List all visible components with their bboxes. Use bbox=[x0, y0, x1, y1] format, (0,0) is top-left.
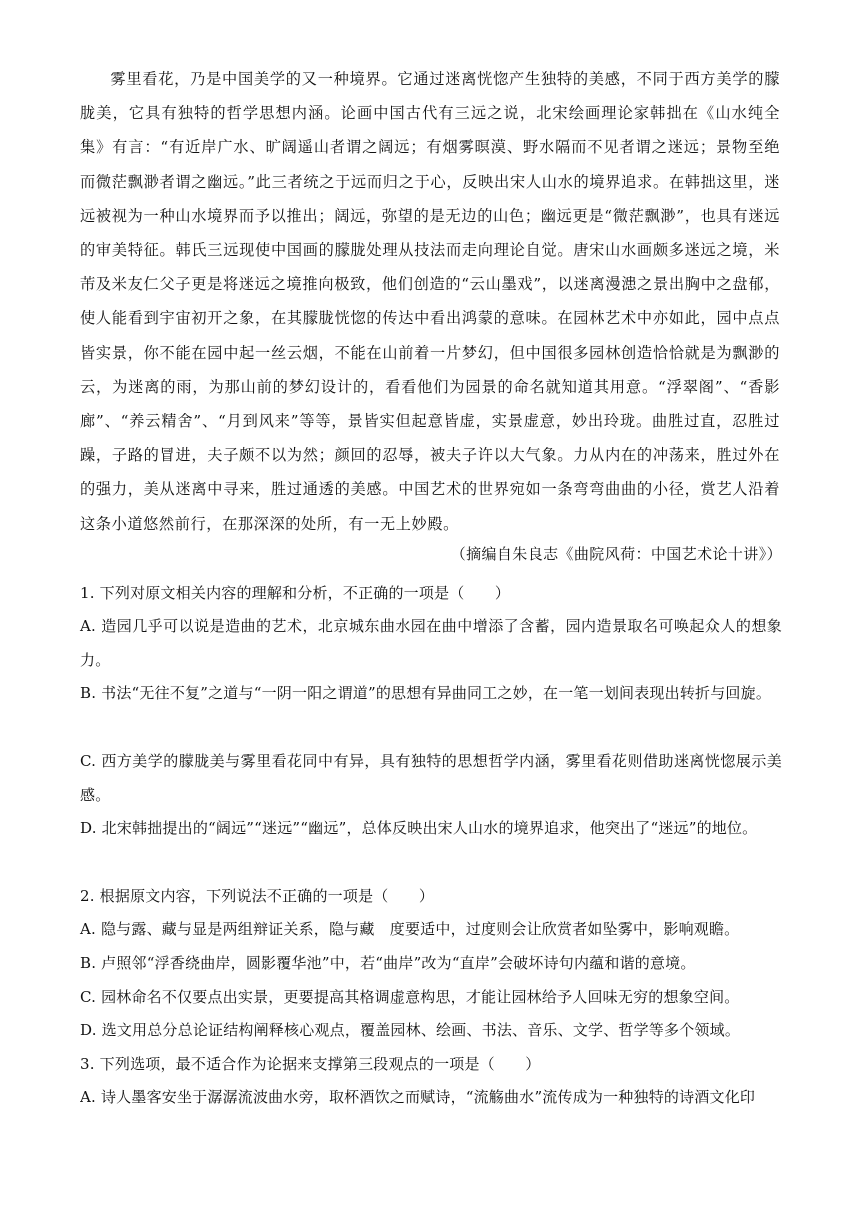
question-2-stem: 2. 根据原文内容，下列说法不正确的一项是（ ） bbox=[80, 887, 435, 905]
question-1-option-b: B. 书法“无往不复”之道与“一阴一阳之谓道”的思想有异曲同工之妙，在一笔一划间表现出转折与回旋。 bbox=[80, 684, 772, 702]
question-1-option-a: A. 造园几乎可以说是造曲的艺术，北京城东曲水园在曲中增添了含蓄，园内造景取名可唤起众人的想象力。 bbox=[80, 617, 782, 669]
question-2-option-b: B. 卢照邻“浮香绕曲岸，圆影覆华池”中，若“曲岸”改为“直岸”会破坏诗句内蕴和谐的意境。 bbox=[80, 954, 696, 972]
passage-paragraph: 雾里看花，乃是中国美学的又一种境界。它通过迷离恍惚产生独特的美感，不同于西方美学的朦胧美，它具有独特的哲学思想内涵。论画中国古代有三远之说，北宋绘画理论家韩拙在《山水纯全集》有言：“有近岸广水、旷阔遥山者谓之阔远；有烟雾暝漠、野水隔而不见者谓之迷远；景物至绝而微茫飘渺者谓之幽远。”此三者统之于远而归之于心，反映出宋人山水的境界追求。在韩拙这里，迷远被视为一种山水境界而予以推出；阔远，弥望的是无边的山色；幽远更是“微茫飘渺”，也具有迷远的审美特征。韩氏三远现使中国画的朦胧处理从技法而走向理论自觉。唐宋山水画颇多迷远之境，米芾及米友仁父子更是将迷远之境推向极致，他们创造的“云山墨戏”，以迷离漫漶之景出胸中之盘郁，使人能看到宇宙初开之象，在其朦胧恍惚的传达中看出鸿蒙的意味。在园林艺术中亦如此，园中点点皆实景，你不能在园中起一丝云烟，不能在山前着一片梦幻，但中国很多园林创造恰恰就是为飘渺的云，为迷离的雨，为那山前的梦幻设计的，看看他们为园景的命名就知道其用意。“浮翠阁”、“香影廊”、“养云精舍”、“月到风来”等等，景皆实但起意皆虚，实景虚意，妙出玲珑。曲胜过直，忍胜过躁，子路的冒进，夫子颇不以为然；颜回的忍辱，被夫子许以大气象。力从内在的冲荡来，胜过外在的强力，美从迷离中寻来，胜过通透的美感。中国艺术的世界宛如一条弯弯曲曲的小径，赏艺人沿着这条小道悠然前行，在那深深的处所，有一无上妙殿。 bbox=[80, 70, 780, 533]
question-2-option-d: D. 选文用总分总论证结构阐释核心观点，覆盖园林、绘画、书法、音乐、文学、哲学等多个领域。 bbox=[80, 1021, 741, 1039]
question-2-option-c: C. 园林命名不仅要点出实景，更要提高其格调虚意构思，才能让园林给予人回味无穷的想象空间。 bbox=[80, 988, 740, 1006]
question-3-stem: 3. 下列选项，最不适合作为论据来支撑第三段观点的一项是（ ） bbox=[80, 1055, 541, 1073]
question-3-option-a: A. 诗人墨客安坐于潺潺流波曲水旁，取杯酒饮之而赋诗，“流觞曲水”流传成为一种独特的诗酒文化印 bbox=[80, 1088, 756, 1106]
question-1-option-d: D. 北宋韩拙提出的“阔远”“迷远”“幽远”，总体反映出宋人山水的境界追求，他突出了“迷远”的地位。 bbox=[80, 819, 758, 837]
question-1-option-c: C. 西方美学的朦胧美与雾里看花同中有异，具有独特的思想哲学内涵，雾里看花则借助迷离恍惚展示美感。 bbox=[80, 752, 782, 804]
passage-source: （摘编自朱良志《曲院风荷：中国艺术论十讲》） bbox=[450, 545, 782, 563]
question-2-option-a: A. 隐与露、藏与显是两组辩证关系，隐与藏 度要适中，过度则会让欣赏者如坠雾中，影响观瞻。 bbox=[80, 920, 740, 938]
question-1-stem: 1. 下列对原文相关内容的理解和分析，不正确的一项是（ ） bbox=[80, 584, 511, 602]
